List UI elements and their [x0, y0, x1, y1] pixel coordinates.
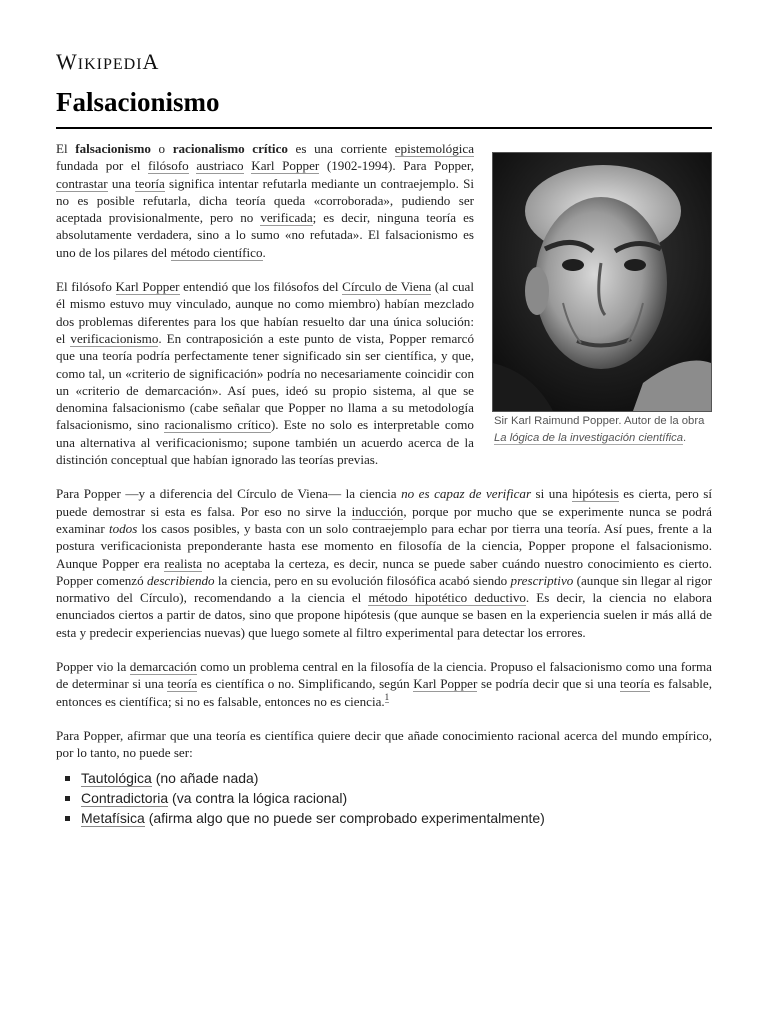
text: es cierta, pero sí puede demostrar si esta es falsa. Por eso no sirve la — [56, 486, 712, 519]
text: . En contraposición a este punto de vista, Popper remarcó que una teoría podría perfectamente tener significado sin ser científica, y que, como tal, un «criterio de significación» podría no necesariamente coincidir con un «criterio de demarcación». Así pues, ideó su propio sistema, al que se denomina falsacionismo (cabe señalar que Popper no llama a su metodología falsacionismo, sino — [56, 330, 474, 433]
link-metodo-hipotetico-deductivo[interactable]: método hipotético deductivo — [368, 590, 526, 606]
text: fundada por el — [56, 158, 148, 174]
caption-end: . — [683, 432, 687, 444]
italic-text: no es capaz de verificar — [401, 486, 532, 502]
conditions-list — [56, 768, 712, 828]
link-karl-popper[interactable]: Karl Popper — [115, 279, 180, 295]
list-item — [56, 808, 712, 828]
text: la ciencia, pero en su evolución filosófica acabó siendo — [214, 572, 511, 588]
text: si una — [531, 486, 573, 502]
text: ). Este no solo es interpretable como una alternativa al verificacionismo; supone también un acuerdo acerca de la distinción conceptual que habían ignorado las teorías previas. — [56, 417, 474, 468]
italic-text: todos — [108, 520, 138, 536]
link-karl-popper[interactable]: Karl Popper — [251, 158, 320, 174]
paragraph-ciencia — [56, 485, 712, 641]
link-teoria[interactable]: teoría — [135, 175, 165, 191]
link-induccion[interactable]: inducción — [351, 503, 404, 519]
list-item — [56, 788, 712, 808]
list-item-text: (no añade nada) — [151, 769, 259, 786]
text: entendió que los filósofos del — [179, 279, 343, 295]
italic-text: prescriptivo — [510, 572, 574, 588]
link-verificacionismo[interactable]: verificacionismo — [70, 330, 159, 346]
link-epistemologica[interactable]: epistemológica — [394, 141, 475, 156]
page-title: Falsacionismo — [56, 84, 712, 129]
bold-term-racionalismo: racionalismo crítico — [172, 141, 288, 156]
text: ; es decir, ninguna teoría es absolutamente verdadera, sino a lo sumo «no refutada». El falsacionismo es uno de los pilares del — [56, 210, 474, 260]
text: es científica o no. Simplificando, según — [197, 676, 414, 692]
link-teoria[interactable]: teoría — [620, 676, 650, 692]
text: El filósofo — [56, 279, 116, 295]
caption-text: Sir Karl Raimund Popper. Autor de la obra — [494, 415, 705, 427]
text: una — [107, 175, 135, 191]
link-teoria[interactable]: teoría — [167, 676, 198, 692]
portrait-photo[interactable] — [492, 152, 712, 412]
text: significa intentar refutarla mediante un contraejemplo. Si no es posible refutarla, dicha teoría queda «corroborada», pudiendo ser aceptada provisionalmente, pero no — [56, 175, 475, 226]
infobox-figure — [492, 152, 712, 447]
text: , porque por mucho que se experimente nunca se podrá examinar — [56, 503, 712, 536]
link-contrastar[interactable]: contrastar — [56, 175, 108, 191]
link-metafisica[interactable]: Metafísica — [81, 809, 145, 826]
text: no aceptaba la certeza, es decir, nunca se puede saber cuándo nuestro conocimiento es cierto. Popper comenzó — [56, 555, 712, 588]
link-tautologica[interactable]: Tautológica — [81, 769, 152, 786]
text: Para Popper —y a diferencia del Círculo de Viena— la ciencia — [56, 486, 402, 502]
link-circulo-de-viena[interactable]: Círculo de Viena — [342, 279, 432, 295]
link-filosofo[interactable]: filósofo — [147, 158, 189, 174]
link-realista[interactable]: realista — [164, 555, 203, 571]
text: es falsable, entonces es científica; si no es falsable, entonces no es ciencia. — [56, 676, 713, 709]
link-demarcacion[interactable]: demarcación — [129, 659, 197, 675]
text: o — [150, 141, 173, 156]
link-verificada[interactable]: verificada — [260, 210, 313, 226]
text: (aunque sin llegar al rigor normativo del Círculo), recomendando a la ciencia el — [56, 572, 712, 606]
paragraph-condiciones: Para Popper, afirmar que una teoría es científica quiere decir que añade conocimiento racional acerca del mundo empírico, por lo tanto, no puede ser: — [56, 727, 712, 761]
link-karl-popper[interactable]: Karl Popper — [413, 676, 478, 692]
reference-link-1[interactable]: 1 — [384, 692, 390, 703]
text: . — [262, 244, 266, 260]
link-hipotesis[interactable]: hipótesis — [572, 486, 619, 502]
link-racionalismo-critico[interactable]: racionalismo crítico — [164, 417, 271, 433]
wikipedia-logo[interactable]: WIKIPEDIA — [56, 49, 160, 74]
text: se podría decir que si una — [477, 676, 620, 692]
link-metodo-cientifico[interactable]: método científico — [170, 244, 263, 260]
text: . Es decir, la ciencia no elabora enunciados ciertos a partir de datos, sino que propone hipótesis (que aunque se basen en la experiencia suelen ir más allá de esta y predecir experiencias nuevas) que luego somete al filtro experimental para detectar los errores. — [56, 590, 712, 640]
article-body — [56, 140, 712, 828]
link-contradictoria[interactable]: Contradictoria — [81, 789, 169, 806]
text: (al cual él mismo estuvo muy vinculado, aunque no como miembro) habían mezclado dos problemas diferentes para los que habían resuelto dar una única solución: el — [56, 279, 474, 346]
caption-book-link[interactable]: La lógica de la investigación científica — [494, 432, 684, 444]
paragraph-demarcacion — [56, 658, 712, 710]
bold-term-falsacionismo: falsacionismo — [75, 141, 151, 156]
list-item — [56, 768, 712, 788]
italic-text: describiendo — [146, 572, 215, 588]
figure-caption — [492, 413, 712, 447]
text: los casos posibles, y basta con un solo contraejemplo para echar por tierra una teoría. Así pues, frente a la postura verificacionista preponderante hasta ese momento en filosofía de la ciencia, Popper propone el falsacionismo. Aunque Popper era — [56, 520, 712, 571]
text: El — [56, 141, 76, 156]
list-item-text: (va contra la lógica racional) — [168, 789, 348, 806]
list-item-text: (afirma algo que no puede ser comprobado experimentalmente) — [144, 809, 545, 826]
text: (1902-1994). Para Popper, — [319, 158, 474, 174]
text: como un problema central en la filosofía de la ciencia. Propuso el falsacionismo como una forma de determinar si una — [56, 659, 712, 692]
text: es una corriente — [287, 141, 395, 156]
text: Popper vio la — [56, 659, 130, 675]
link-austriaco[interactable]: austriaco — [196, 158, 244, 174]
